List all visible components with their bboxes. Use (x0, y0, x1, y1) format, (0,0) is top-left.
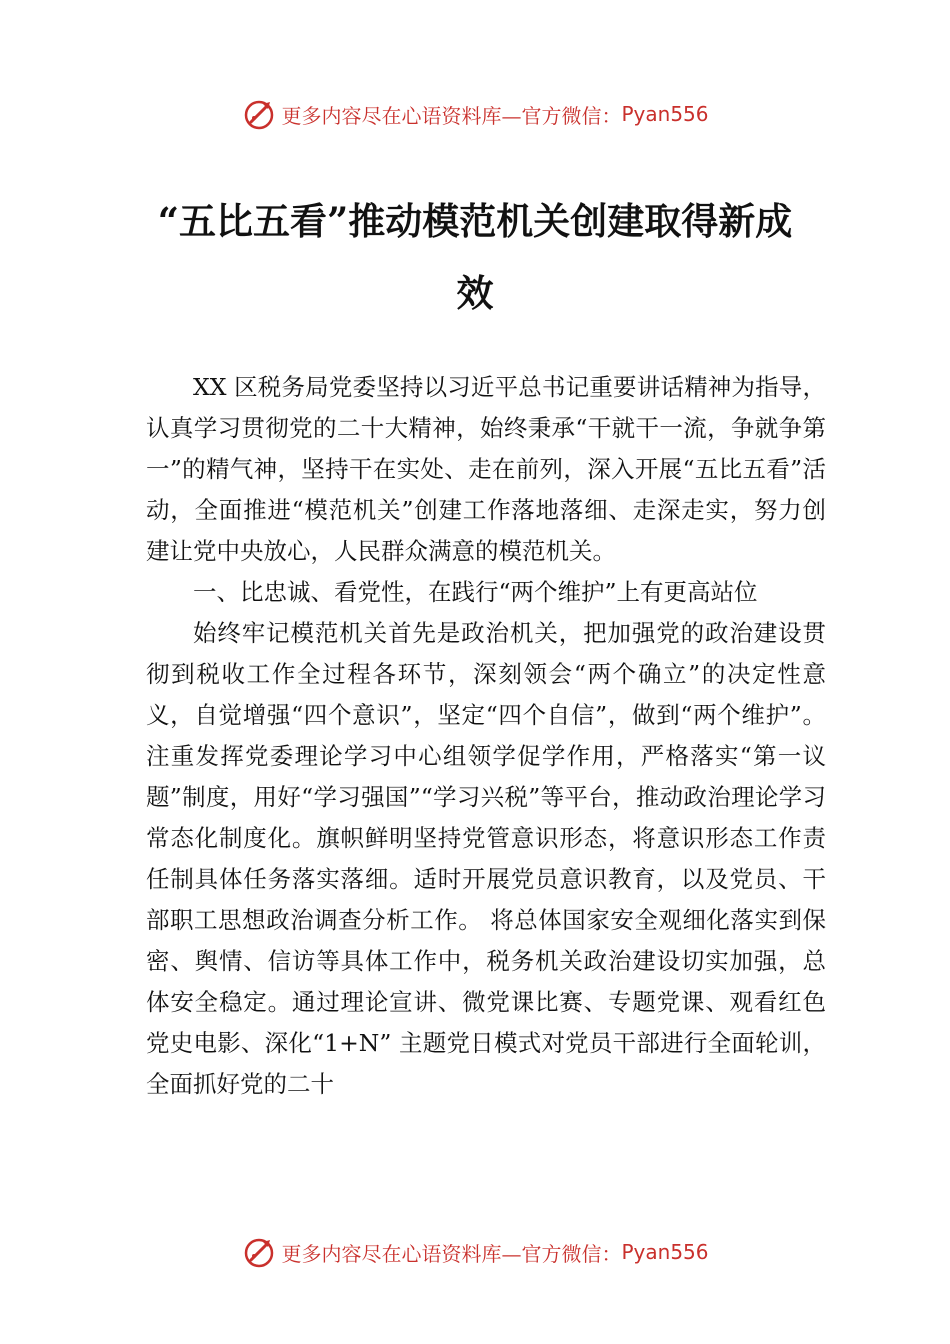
banner-text: 更多内容尽在心语资料库—官方微信： (281, 103, 622, 128)
document-title: “五比五看”推动模范机关创建取得新成效 (157, 199, 793, 315)
paragraph-section-1: 始终牢记模范机关首先是政治机关，把加强党的政治建设贯彻到税收工作全过程各环节，深刻领会“两个确立”的决定性意义，自觉增强“四个意识”，坚定“四个自信”，做到“两个维护”。注重发挥党委理论学习中心组领学促学作用，严格落实“第一议题”制度，用好“学习强国”“学习兴税”等平台，推动政治理论学习常态化制度化。旗帜鲜明坚持党管意识形态，将意识形态工作责任制具体任务落实落细。适时开展党员意识教育，以及党员、干部职工思想政治调查分析工作。 将总体国家安全观细化落实到保密、舆情、信访等具体工作中，税务机关政治建设切实加强，总体安全稳定。通过理论宣讲、微党课比赛、专题党课、观看红色党史电影、深化“1+N” 主题党日模式对党员干部进行全面轮训，全面抓好党的二十 (146, 619, 826, 1098)
wechat-id: Pyan556 (621, 102, 709, 126)
document-body (146, 367, 826, 1105)
logo-icon (241, 1234, 277, 1270)
section-heading-1: 一、比忠诚、看党性，在践行“两个维护”上有更高站位 (193, 578, 758, 606)
wechat-id: Pyan556 (621, 1240, 709, 1264)
banner-text: 更多内容尽在心语资料库—官方微信： (281, 1241, 622, 1266)
header-banner (0, 94, 950, 134)
paragraph-intro: XX 区税务局党委坚持以习近平总书记重要讲话精神为指导，认真学习贯彻党的二十大精神，始终秉承“干就干一流，争就争第一”的精气神，坚持干在实处、走在前列，深入开展“五比五看”活动，全面推进“模范机关”创建工作落地落细、走深走实，努力创建让党中央放心，人民群众满意的模范机关。 (146, 373, 826, 565)
logo-icon (241, 96, 277, 132)
footer-banner (0, 1232, 950, 1272)
